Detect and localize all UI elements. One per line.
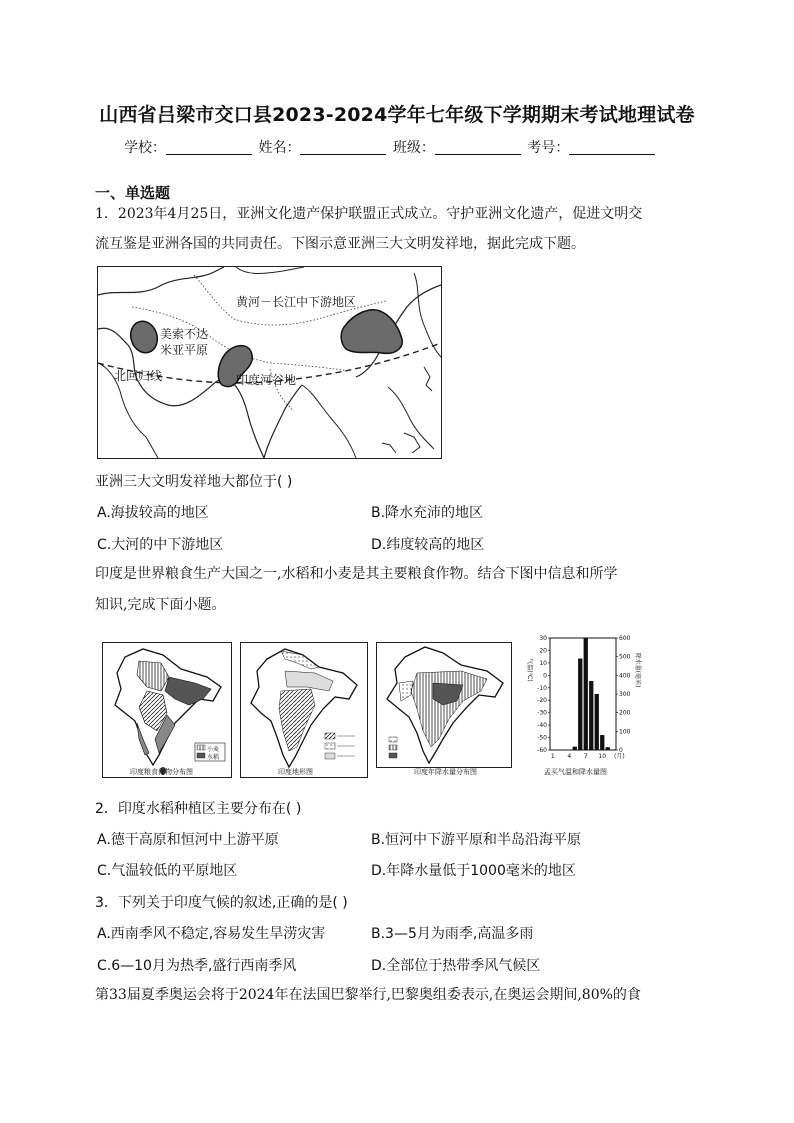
india-rainfall-map	[376, 642, 512, 768]
climate-month-tick-label: 7	[583, 753, 588, 760]
student-info-line	[124, 137, 657, 157]
climate-left-tick-label: -30	[537, 709, 547, 717]
climate-right-tick-label: 0	[619, 747, 623, 754]
school-blank[interactable]	[166, 140, 252, 155]
climate-precip-bar	[600, 735, 604, 750]
exam-no-blank[interactable]	[569, 140, 655, 155]
q1-stem-line2: 流互鉴是亚洲各国的共同责任。下图示意亚洲三大文明发祥地，据此完成下题。	[95, 236, 585, 252]
climate-chart-svg	[516, 630, 642, 764]
map-label-meso-1: 美索不达	[160, 327, 209, 341]
india-rainfall-map-graphic	[377, 643, 511, 767]
q2-question: 2．印度水稻种植区主要分布在( )	[95, 801, 302, 817]
q2-option-c[interactable]: C.气温较低的平原地区	[97, 863, 238, 879]
q1-option-d[interactable]: D.纬度较高的地区	[371, 537, 485, 553]
class-label: 班级：	[392, 140, 435, 156]
climate-left-tick-label: 10	[539, 659, 547, 667]
intro3-line1: 第33届夏季奥运会将于2024年在法国巴黎举行,巴黎奥组委表示,在奥运会期间,80%的食	[95, 987, 641, 1003]
india-crop-map	[102, 642, 232, 778]
q1-option-c[interactable]: C.大河的中下游地区	[97, 537, 224, 553]
climate-month-tick-label: 10	[598, 753, 607, 760]
climate-left-tick-label: -50	[537, 734, 547, 742]
climate-y-left-label: 气温(℃)	[526, 658, 533, 682]
climate-left-tick-label: 20	[539, 647, 547, 655]
q2-option-a[interactable]: A.德干高原和恒河中上游平原	[97, 832, 279, 848]
climate-precip-bar	[595, 694, 599, 750]
climate-left-tick-label: -40	[537, 722, 547, 730]
india-terrain-map	[240, 642, 368, 778]
school-label: 学校：	[124, 140, 166, 156]
climate-month-unit: (月)	[614, 753, 625, 760]
climate-precip-bar	[584, 638, 588, 750]
section-heading: 一、单选题	[95, 184, 171, 202]
q1-option-a[interactable]: A.海拔较高的地区	[97, 505, 209, 521]
climate-right-tick-label: 500	[619, 653, 631, 661]
climate-plot-frame	[550, 638, 616, 750]
name-blank[interactable]	[300, 140, 386, 155]
crop-map-caption: 印度粮食作物分布图	[130, 768, 193, 776]
q1-stem-line1: 1．2023年4月25日，亚洲文化遗产保护联盟正式成立。守护亚洲文化遗产，促进文明交	[95, 206, 643, 222]
climate-precip-bar	[606, 747, 610, 750]
india-terrain-map-graphic	[241, 643, 367, 777]
q1-question: 亚洲三大文明发祥地大都位于( )	[95, 474, 293, 490]
climate-right-tick-label: 600	[619, 635, 631, 642]
climate-precip-bar	[573, 747, 577, 750]
exam-no-label: 考号：	[527, 140, 570, 156]
q3-question: 3．下列关于印度气候的叙述,正确的是( )	[95, 895, 348, 911]
climate-chart-caption: 孟买气温和降水量图	[544, 768, 607, 776]
intro2-line2: 知识,完成下面小题。	[95, 597, 226, 613]
climate-right-tick-label: 400	[619, 672, 631, 680]
mumbai-climate-chart	[516, 630, 642, 764]
q3-option-d[interactable]: D.全部位于热带季风气候区	[371, 958, 541, 974]
climate-left-tick-label: -20	[537, 697, 547, 705]
climate-precip-bar	[589, 681, 593, 750]
q3-option-b[interactable]: B.3—5月为雨季,高温多雨	[371, 926, 534, 942]
asia-civilization-map	[97, 266, 442, 459]
climate-right-tick-label: 300	[619, 691, 631, 698]
terrain-map-caption: 印度地形图	[278, 768, 313, 776]
crop-legend-rice: 水稻	[207, 754, 220, 761]
climate-precip-bar	[611, 749, 615, 750]
rainfall-map-caption: 印度年降水量分布图	[414, 768, 477, 776]
map-label-indus: 印度河谷地	[236, 373, 297, 387]
q2-option-b[interactable]: B.恒河中下游平原和半岛沿海平原	[371, 832, 582, 848]
q3-option-c[interactable]: C.6—10月为热季,盛行西南季风	[97, 958, 297, 974]
climate-y-right-label: 降水量(毫米)	[634, 652, 641, 688]
q1-option-b[interactable]: B.降水充沛的地区	[371, 505, 484, 521]
page-title: 山西省吕梁市交口县2023-2024学年七年级下学期期末考试地理试卷	[99, 104, 695, 126]
climate-precip-bar	[578, 659, 582, 750]
climate-right-tick-label: 200	[619, 709, 631, 717]
climate-left-tick-label: -60	[537, 747, 547, 754]
class-blank[interactable]	[435, 140, 521, 155]
map-label-meso-2: 米亚平原	[160, 343, 209, 357]
climate-left-tick-label: -10	[537, 684, 547, 692]
climate-right-tick-label: 100	[619, 728, 631, 736]
crop-legend-wheat: 小麦	[207, 746, 220, 753]
climate-left-tick-label: 0	[543, 672, 547, 680]
intro2-line1: 印度是世界粮食生产大国之一,水稻和小麦是其主要粮食作物。结合下图中信息和所学	[95, 566, 618, 582]
q2-option-d[interactable]: D.年降水量低于1000毫米的地区	[371, 863, 576, 879]
climate-left-tick-label: 30	[539, 635, 547, 642]
map-label-huanghe: 黄河－长江中下游地区	[236, 295, 357, 309]
climate-month-tick-label: 1	[550, 753, 555, 760]
name-label: 姓名：	[258, 140, 301, 156]
map-label-tropic: 北回归线	[114, 369, 163, 383]
q3-option-a[interactable]: A.西南季风不稳定,容易发生旱涝灾害	[97, 926, 326, 942]
climate-month-tick-label: 4	[567, 753, 572, 760]
